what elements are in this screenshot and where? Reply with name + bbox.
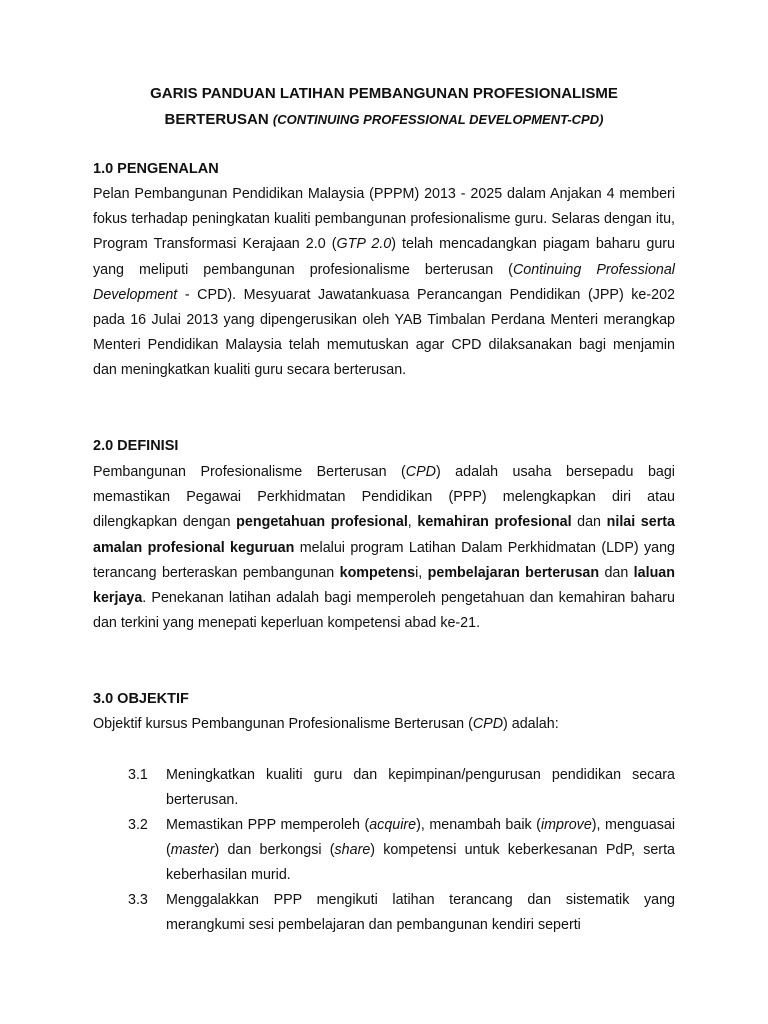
objective-number: 3.3 <box>128 892 148 908</box>
document-title-subtitle: (CONTINUING PROFESSIONAL DEVELOPMENT-CPD) <box>272 112 604 127</box>
section-paragraph-pengenalan: Pelan Pembangunan Pendidikan Malaysia (PPPM) 2013 - 2025 dalam Anjakan 4 memberi fokus terhadap peningkatan kualiti pembangunan profesionalisme guru. Selaras dengan itu, Program Transformasi Kerajaan 2.0 (GTP 2.0) telah mencadangkan piagam baharu guru yang meliputi pembangunan profesionalisme berterusan (Continuing Professional Development - CPD). Mesyuarat Jawatankuasa Perancangan Pendidikan (JPP) ke-202 pada 16 Julai 2013 yang dipengerusikan oleh YAB Timbalan Perdana Menteri merangkap Menteri Pendidikan Malaysia telah memutuskan agar CPD dilaksanakan bagi menjamin dan meningkatkan kualiti guru secara berterusan. <box>93 186 675 379</box>
section-heading-definisi: 2.0 DEFINISI <box>93 438 179 454</box>
objective-number: 3.2 <box>128 817 148 833</box>
section-heading-objektif: 3.0 OBJEKTIF <box>93 691 189 707</box>
objective-text: Memastikan PPP memperoleh (acquire), menambah baik (improve), menguasai (master) dan berkongsi (share) kompetensi untuk keberkesanan PdP, serta keberhasilan murid. <box>166 817 675 884</box>
objective-text: Menggalakkan PPP mengikuti latihan terancang dan sistematik yang merangkumi sesi pembelajaran dan pembangunan kendiri seperti <box>166 892 675 934</box>
document-title-line1: GARIS PANDUAN LATIHAN PEMBANGUNAN PROFESIONALISME <box>150 85 618 102</box>
section-paragraph-definisi: Pembangunan Profesionalisme Berterusan (CPD) adalah usaha bersepadu bagi memastikan Pegawai Perkhidmatan Pendidikan (PPP) melengkapkan diri atau dilengkapkan dengan pengetahuan profesional, kemahiran profesional dan nilai serta amalan profesional keguruan melalui program Latihan Dalam Perkhidmatan (LDP) yang terancang berteraskan pembangunan kompetensi, pembelajaran berterusan dan laluan kerjaya. Penekanan latihan adalah bagi memperoleh pengetahuan dan kemahiran baharu dan terkini yang menepati keperluan kompetensi abad ke-21. <box>93 464 675 632</box>
document-title-main: BERTERUSAN <box>164 111 269 128</box>
document-title-line2 <box>0 111 768 128</box>
section-paragraph-objektif: Objektif kursus Pembangunan Profesionalisme Berterusan (CPD) adalah: <box>93 716 559 732</box>
objective-number: 3.1 <box>128 767 148 783</box>
objective-text: Meningkatkan kualiti guru dan kepimpinan/pengurusan pendidikan secara berterusan. <box>166 767 675 809</box>
section-heading-pengenalan: 1.0 PENGENALAN <box>93 161 219 177</box>
